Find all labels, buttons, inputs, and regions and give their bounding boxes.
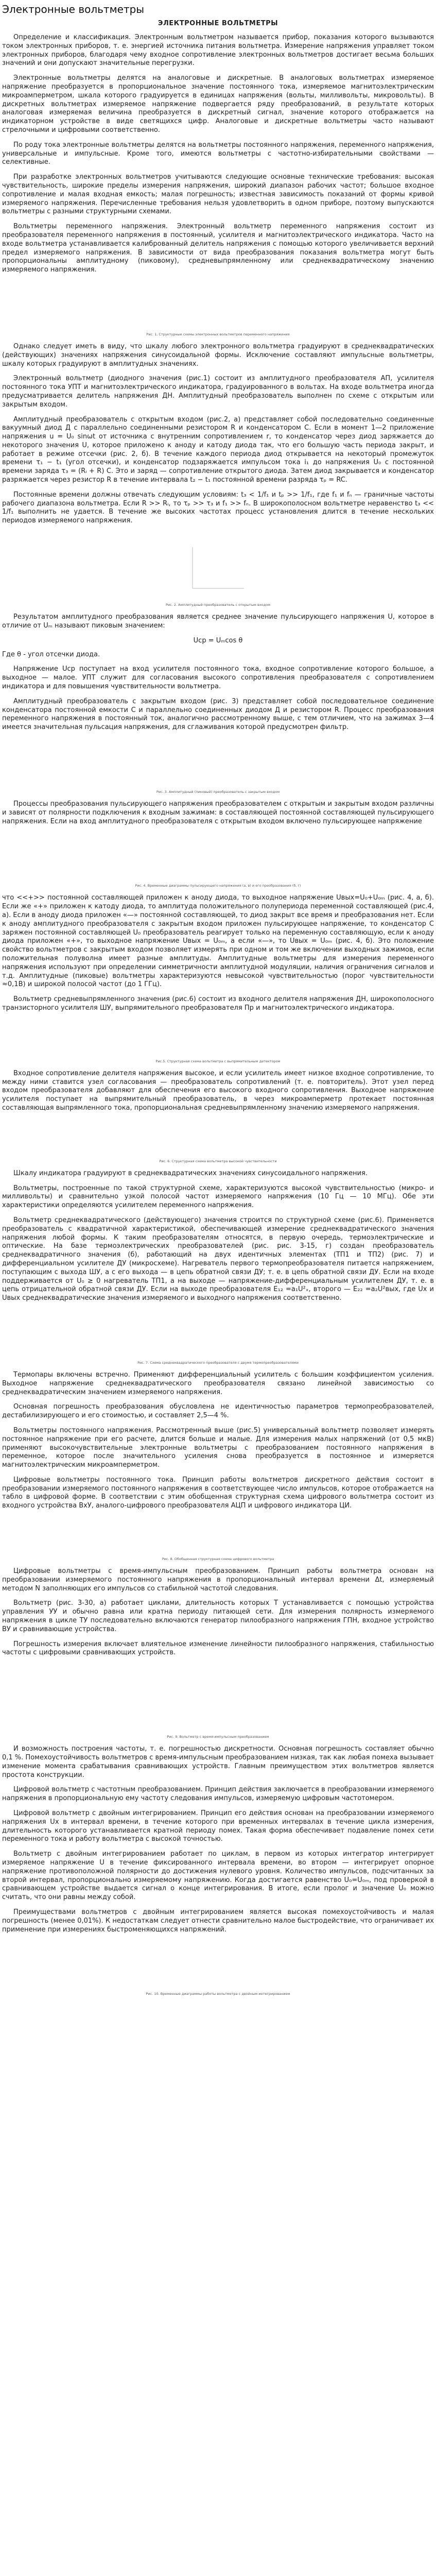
figure-caption: Рис. 7. Схема среднеквадратического преобразователя с двумя термопреобразователями [137, 1360, 299, 1365]
paragraph: Вольтметр среднеквадратического (действующего) значения строится по структурной схеме (рис.6). Применяется преобразователь с квадратичной характеристикой, обеспечивающей измерение среднеквадратического значения напряжения любой формы. К таким преобразователям относятся, в первую очередь, термоэлектрические и оптические. На базе термоэлектрических преобразователей (рис. рис. 3-15, г) создан преобразователь среднеквадратичного значения (б), работающий на двух идентичных элементах (ТП1 и ТП2) (рис. 7) и дифференциальном усилителе ДУ (микросхеме). Нагреватель первого термопреобразователя питается напряжением, поступающим с выхода ШУ, а с его выхода — в цепь обратной связи ДУ; т. е. в цепь обратной связи ДУ. Если на входе поддерживается от U₀ ≥ 0 нагреватель ТП1, а на выходе — напряжение-дифференциальным усилителем ДУ, т. е. в цепь отрицательной обратной связи ДУ. Если на выходе преобразователя E₁₂ =a₁U²ₓ, второго — E₂₂ =a₂U²вых, где Ux и Uвых среднеквадратические значения измеряемого и выходного напряжения соответственно. [2, 1216, 434, 1302]
paragraph: Электронный вольтметр (диодного значения (рис.1) состоит из амплитудного преобразователя АП, усилителя постоянного тока УПТ и магнитоэлектрического индикатора, градуированного в вольтах. На входе вольтметра иногда предусматривается делитель напряжения ДН. Амплитудный преобразователь выполнен по схеме с открытым или закрытым входом. [2, 375, 434, 409]
figure-6 [2, 1119, 434, 1155]
figure-2 [2, 532, 434, 599]
figure-1 [2, 281, 434, 328]
figure-caption: Рис. 3. Амплитудный (пиковый) преобразователь с закрытым входом [156, 790, 280, 794]
figure-7 [2, 1309, 434, 1357]
paragraph: Амплитудный преобразователь с закрытым входом (рис. 3) представляет собой последовательное соединение конденсатора постоянной емкости С и параллельно соединенных диодом Д и резистором R. Процесс преобразования переменного напряжения в постоянный ток, аналогично рассмотренному выше, с тем отличием, что на зажимах 3—4 имеется значительная пульсация напряжения, для сглаживания которой предусмотрен фильтр. [2, 697, 434, 732]
paragraph: Постоянные времени должны отвечать следующим условиям: t₃ < 1/f₁ и tₚ >> 1/f₁, где f₁ и fₙ — граничные частоты рабочего диапазона вольтметра. Если R >> Rᵢ, то τₚ >> τ₃ и f₁ >> fₙ. В широкополосном вольтметре неравенство t₃ << 1/f₁ выполнить не удается. В течение же высоких частотах процесс установления длится в течение нескольких периодов измеряемого напряжения. [2, 490, 434, 525]
paragraph: Цифровые вольтметры с время-импульсным преобразованием. Принцип работы вольтметра основан на преобразовании измеряемого постоянного напряжения в пропорциональный интервал времени Δt, измеряемый методом N заполняющих его импульсов со стабильной частотой следования. [2, 1567, 434, 1592]
paragraph: Напряжение Uср поступает на вход усилителя постоянного тока, входное сопротивление которого большое, а выходное — малое. УПТ служит для согласования высокого сопротивления преобразователя с сопротивлением индикатора и для повышения чувствительности вольтметра. [2, 665, 434, 691]
figure-4 [2, 832, 434, 879]
figure-9 [2, 1664, 434, 1731]
paragraph: Электронные вольтметры делятся на аналоговые и дискретные. В аналоговых вольтметрах измеряемое напряжение преобразуется в пропорциональное значение постоянного тока, измеряемое магнитоэлектрическим микроамперметром, шкала которого градуируется в единицах напряжения (вольты, милливольты, микровольты). В дискретных вольтметрах измеряемое напряжение подвергается ряду преобразований, в результате которых аналоговая измеряемая величина преобразуется в дискретный сигнал, значение которого отображается на индикаторном устройстве в виде светящихся цифр. Аналоговые и дискретные вольтметры часто называют стрелочными и цифровыми соответственно. [2, 74, 434, 134]
paragraph: Где θ - угол отсечки диода. [2, 650, 100, 658]
paragraph: Однако следует иметь в виду, что шкалу любого электронного вольтметра градуируют в среднеквадратических (действующих) значениях напряжения синусоидальной формы. Исключение составляют импульсные вольтметры, шкалу которых градуируют в амплитудных значениях. [2, 342, 434, 368]
paragraph: Цифровой вольтметр с двойным интегрированием. Принцип его действия основан на преобразовании измеряемого напряжения Ux в интервал времени, в течение которого при временных интервалах в течение цикла измерения, длительность которого устанавливается кратной периоду помех. Такая форма обеспечивает подавление помех сети переменного тока и работу вольтметра с высокой точностью. [2, 1809, 434, 1843]
paragraph: Входное сопротивление делителя напряжения высокое, и если усилитель имеет низкое входное сопротивление, то между ними ставится узел согласования — преобразователь сопротивлений (т. е. повторитель). Этот узел перед входом преобразователя добавляют для обеспечения его высокого входного сопротивления. Выходное напряжение усилителя поступает на выпрямительный преобразователь, в через микроамперметр протекает постоянная составляющая выпрямленного тока, пропорциональная средневыпрямленному значению измеряемого напряжения. [2, 1069, 434, 1112]
paragraph: Определение и классификация. Электронным вольтметром называется прибор, показания которого вызываются током электронных приборов, т. е. энергией источника питания вольтметра. Измерение напряжения управляет током электронных приборов, благодаря чему входное сопротивление электронных вольтметров достигает весьма больших значений и они допускают значительные перегрузки. [2, 33, 434, 67]
document [0, 3, 436, 2007]
formula: Uср = Uₘcos θ [193, 636, 243, 645]
paragraph: Амплитудный преобразователь с открытым входом (рис.2, а) представляет собой последовательно соединенные вакуумный диод Д с параллельно соединенными резистором R и конденсатором С. Если в момент 1—2 приложение напряжения u = U₀ sinωt от источника с внутренним сопротивлением r, то конденсатор через диод заряжается до некоторого значения U, которое приложено к аноду и катоду диода так, что его большую часть периода закрыт, и работает в режиме отсечки (рис. 2, б). В течение каждого периода диод открывается на некоторый промежуток времени τ₁ − t₁ (угол отсечки), и конденсатор подзаряжается импульсом тока i₁ до напряжения U₀ с постоянной времени заряда τ₃ = (Rᵢ + R) C. Это и заряд — сопротивление открытого диода. Затем диод закрывается и конденсатор разряжается через резистор R в течение интервала t₂ − t₁ постоянной времени разряда τₚ = RC. [2, 415, 434, 484]
figure-caption: Рис.5. Структурная схема вольтметра с выпрямительным детектором [155, 1059, 281, 1063]
paragraph: Вольтметр с двойным интегрированием работает по циклам, в первом из которых интегратор интегрирует измеряемое напряжение U в течение фиксированного интервала времени, во втором — интегрирует опорное напряжение противоположной полярности до достижения нулевого уровня. Количество импульсов, подсчитанных за второй интервал, пропорционально измеряемому напряжению. Когда достигается равенство U₀=U₀ₘ, под проверкой в сравнивающем устройстве выдается сигнал о конце интегрирования. В итоге, если пролог и значение U₀ можно считать, что они равны между собой. [2, 1850, 434, 1902]
paragraph: Вольтметр (рис. 3-30, а) работает циклами, длительность которых Т устанавливается с помощью устройства управления УУ и обычно равна или кратна периоду питающей сети. Для измерения полярность измеряемого напряжения в цикле ТУ последовательно включаются генератор пилообразного напряжения ГПН, входное устройство ВУ и сравнивающие устройства. [2, 1599, 434, 1633]
paragraph: Шкалу индикатора градуируют в среднеквадратических значениях синусоидального напряжения. [13, 1169, 368, 1177]
section-heading: ЭЛЕКТРОННЫЕ ВОЛЬТМЕТРЫ [158, 20, 278, 27]
figure-2-sketch [187, 537, 249, 594]
paragraph: Преимуществами вольтметров с двойным интегрированием является высокая помехоустойчивость и малая погрешность (менее 0,01%). К недостаткам следует отнести сравнительно малое быстродействие, что ограничивает их применение при измерениях быстроменяющихся напряжений. [2, 1908, 434, 1934]
paragraph: Вольтметры постоянного напряжения. Рассмотренный выше (рис.5) универсальный вольтметр позволяет измерять постоянное напряжение при его расчете, длится больше и малые. Для измерения малых напряжений (от 0,5 мкВ) применяют высокочувствительные электронные вольтметры с преобразованием постоянного напряжения в переменное, которое после значительного усиления снова преобразуется в постоянное и измеряется магнитоэлектрическим микроамперметром. [2, 1426, 434, 1469]
figure-caption: Рис. 9. Вольтметр с время-импульсным преобразованием [167, 1735, 269, 1739]
figure-caption: Рис. 6. Структурная схема вольтметра высокой чувствительности [159, 1159, 277, 1163]
figure-caption: Рис. 2. Амплитудный преобразователь с открытым входом [166, 603, 270, 607]
paragraph: Вольтметры переменного напряжения. Электронный вольтметр переменного напряжения состоит из преобразователя переменного напряжения в постоянный, усилителя и магнитоэлектрического индикатора. Часто на входе вольтметра устанавливается калиброванный делитель напряжения с помощью которого увеличивается верхний предел измеряемого напряжения. В зависимости от вида преобразования показания вольтметра могут быть пропорциональны амплитудному (пиковому), средневыпрямленному или среднеквадратическому значению измеряемого напряжения. [2, 223, 434, 274]
paragraph: Вольтметр средневыпрямленного значения (рис.6) состоит из входного делителя напряжения ДН, широкополосного транзисторного усилителя ШУ, выпрямительного преобразователя Пр и магнитоэлектрического индикатора. [2, 995, 434, 1012]
paragraph: Процессы преобразования пульсирующего напряжения преобразователем с открытым и закрытым входом различны и зависят от полярности подключения к входным зажимам: в составляющей постоянной составляющей пульсирующего напряжения. Если на вход амплитудного преобразователя с открытым входом включено пульсирующее напряжение [2, 800, 434, 825]
figure-10 [2, 1940, 434, 1988]
paragraph: При разработке электронных вольтметров учитываются следующие основные технические требования: высокая чувствительность, широкие пределы измерения напряжения, широкий диапазон рабочих частот; большое входное сопротивление и малая входная емкость; малая погрешность; известная зависимость показаний от формы кривой измеряемого напряжения. Перечисленные требования нельзя удовлетворить в одном приборе, поэтому выпускаются вольтметры с разными структурными схемами. [2, 173, 434, 216]
figure-3 [2, 738, 434, 786]
paragraph: Результатом амплитудного преобразования является среднее значение пульсирующего напряжения U, которое в отличие от Uₘ называют пиковым значением: [2, 613, 434, 630]
figure-caption: Рис. 8. Обобщенная структурная схема цифрового вольтметра [162, 1557, 274, 1562]
paragraph: И возможность построения частоты, т. е. погрешностью дискретности. Основная погрешность составляет обычно 0,1 %. Помехоустойчивость вольтметров с время-импульсным преобразованием низкая, так как любая помеха вызывает изменение момента срабатывания сравнивающих устройств. Главным преимуществом этих вольтметров является простота конструкции. [2, 1745, 434, 1779]
paragraph: Цифровые вольтметры постоянного тока. Принцип работы вольтметров дискретного действия состоит в преобразовании измеряемого постоянного напряжения в соответствующее число импульсов, которое отображается на табло в цифровой форме. В соответствии с этим обобщенная структурная схема цифрового вольтметра состоит из входного устройства ВхУ, аналого-цифрового преобразователя АЦП и цифрового индикатора ЦИ. [2, 1476, 434, 1510]
paragraph: Погрешность измерения включает влиятельное изменение линейности пилообразного напряжения, стабильностью частоты с цифровыми сравнивающих устройств. [2, 1640, 434, 1657]
page-title: Электронные вольтметры [2, 3, 145, 15]
paragraph: Цифровой вольтметр с частотным преобразованием. Принцип действия заключается в преобразовании измеряемого напряжения в пропорциональную ему частоту следования импульсов, измеряемую цифровым частотомером. [2, 1786, 434, 1803]
paragraph: что <<+>> постоянной составляющей приложен к аноду диода, то выходное напряжение Uвых=U₀+U₀ₘ (рис. 4, а, б). Если же «+» приложен к катоду диода, то амплитуда положительного полупериода переменной составляющей (рис.4, а). Если в аноду диода приложен «—» постоянной составляющей, то диод закрыт все время и преобразования нет. Если к аноду амплитудного преобразователя с закрытым входом приложен пульсирующее напряжение, то конденсатор С заряжен постоянной составляющей U₀ преобразователь реагирует только на переменную составляющую, если к аноду диода приложен «+», то выходное напряжение Uвых = U₀ₘ, а если «—», то Uвых = U₀ₘ (рис. 4, б). Это положение свойство вольтметров с закрытым входом позволяет измерять при одном и том же включении выходных зажимов, если положительная полуволна имеет разные амплитуды. Амплитудные вольтметры для измерения переменного напряжения используют при определении симметричности амплитудной модуляции, наличия ограничения сигналов и т.д. Амплитудные (пиковые) вольтметры характеризуются невысокой чувствительностью (порог чувствительности ≈0,1В) и широкой полосой частот (до 1 ГГц). [2, 894, 434, 989]
figure-caption: Рис. 1. Структурные схемы электронных вольтметров переменного напряжения [146, 332, 290, 336]
figure-caption: Рис. 10. Временные диаграммы работы вольтметра с двойным интегрированием [146, 1992, 290, 1996]
paragraph: По роду тока электронные вольтметры делятся на вольтметры постоянного напряжения, переменного напряжения, универсальные и импульсные. Кроме того, имеются вольтметры с частотно-избирательными свойствами — селективные. [2, 141, 434, 166]
paragraph: Основная погрешность преобразования обусловлена не идентичностью параметров термопреобразователей, дестабилизирующего и его стоимостью, и составляет 2,5—4 %. [2, 1403, 434, 1420]
paragraph: Термопары включены встречно. Применяют дифференциальный усилитель с большим коэффициентом усиления. Выходное напряжение среднеквадратического преобразователя связано линейной зависимостью со среднеквадратическим значением измеряемого напряжения. [2, 1370, 434, 1396]
figure-caption: Рис. 4. Временные диаграммы пульсирующего напряжения (а, в) и его преобразования (б, г) [135, 884, 301, 888]
figure-8 [2, 1517, 434, 1553]
paragraph: Вольтметры, построенные по такой структурной схеме, характеризуются высокой чувствительностью (микро- и милливольты) и сравнительно узкой полосой частот измеряемого напряжения (10 Гц — 10 МГц). Обе эти характеристики определяются усилителем переменного напряжения. [2, 1184, 434, 1210]
figure-5 [2, 1019, 434, 1055]
